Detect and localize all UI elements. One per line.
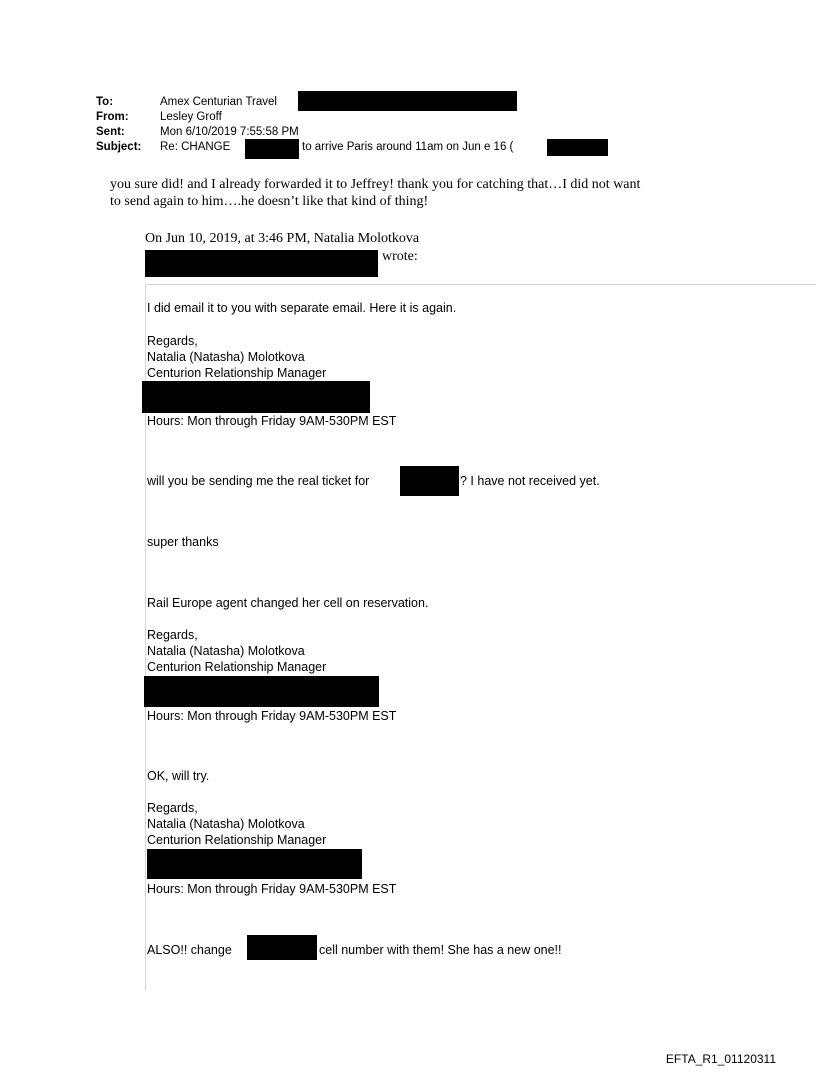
body-line-1: you sure did! and I already forwarded it to Jeffrey! thank you for catching that…I did not want [110, 177, 641, 192]
subject-label: Subject: [96, 141, 142, 153]
from-label: From: [96, 111, 129, 123]
subject-prefix: Re: CHANGE [160, 141, 231, 153]
sig3-title: Centurion Relationship Manager [147, 833, 327, 847]
sig2-name: Natalia (Natasha) Molotkova [147, 644, 305, 658]
sig1-regards: Regards, [147, 334, 198, 348]
subject-suffix: to arrive Paris around 11am on Jun e 16 ( [302, 141, 514, 153]
redaction-block [400, 466, 459, 496]
redaction-block [245, 139, 299, 159]
to-value: Amex Centurian Travel [160, 96, 277, 108]
msg4-text: Rail Europe agent changed her cell on reservation. [147, 596, 429, 610]
sent-value: Mon 6/10/2019 7:55:58 PM [160, 126, 299, 138]
msg5-text: OK, will try. [147, 769, 210, 783]
sig2-hours: Hours: Mon through Friday 9AM-530PM EST [147, 709, 397, 723]
sig3-regards: Regards, [147, 801, 198, 815]
sig2-regards: Regards, [147, 628, 198, 642]
redaction-block [147, 849, 362, 879]
redaction-block [145, 250, 378, 277]
msg6-after: cell number with them! She has a new one!! [319, 943, 562, 957]
from-value: Lesley Groff [160, 111, 222, 123]
msg2-after: ? I have not received yet. [460, 474, 600, 488]
msg6-before: ALSO!! change [147, 943, 232, 957]
sig1-hours: Hours: Mon through Friday 9AM-530PM EST [147, 414, 397, 428]
redaction-block [142, 381, 370, 413]
to-label: To: [96, 96, 114, 108]
redaction-block [547, 139, 608, 156]
msg2-before: will you be sending me the real ticket for [147, 474, 370, 488]
sig3-hours: Hours: Mon through Friday 9AM-530PM EST [147, 882, 397, 896]
redaction-block [247, 935, 317, 960]
document-id: EFTA_R1_01120311 [665, 1052, 776, 1066]
sent-label: Sent: [96, 126, 125, 138]
body-line-2: to send again to him….he doesn’t like that kind of thing! [110, 194, 429, 209]
quote-intro: On Jun 10, 2019, at 3:46 PM, Natalia Molotkova [145, 231, 420, 246]
msg3-text: super thanks [147, 535, 219, 549]
sig1-name: Natalia (Natasha) Molotkova [147, 350, 305, 364]
redaction-block [298, 91, 517, 111]
sig1-title: Centurion Relationship Manager [147, 366, 327, 380]
sig3-name: Natalia (Natasha) Molotkova [147, 817, 305, 831]
sig2-title: Centurion Relationship Manager [147, 660, 327, 674]
quote-wrote: wrote: [382, 249, 418, 264]
redaction-block [144, 676, 379, 707]
msg1-text: I did email it to you with separate email. Here it is again. [147, 301, 457, 315]
